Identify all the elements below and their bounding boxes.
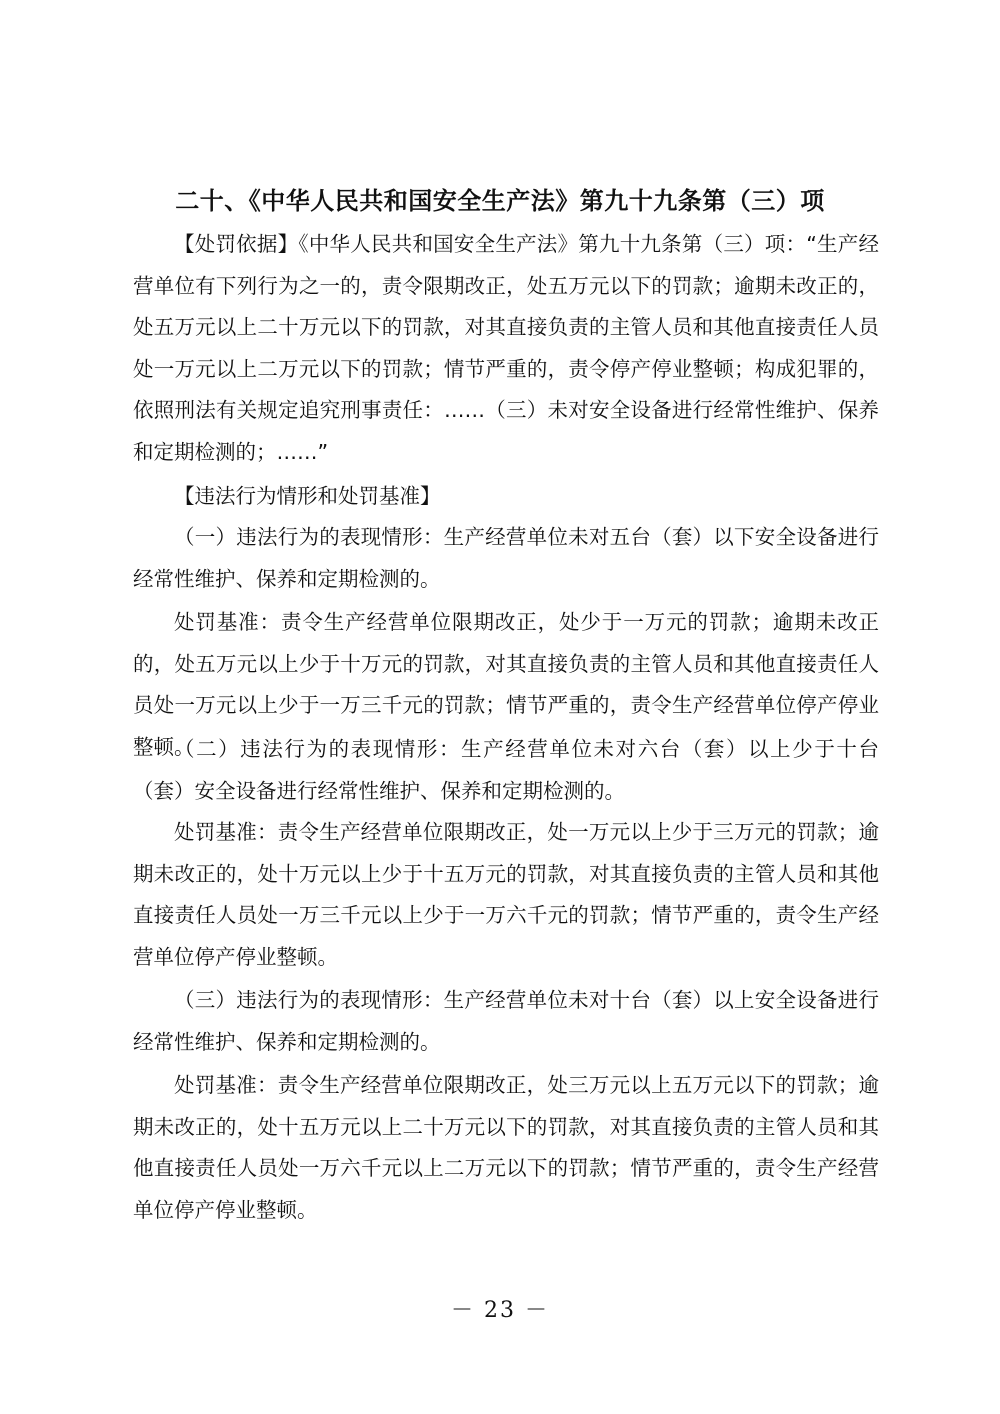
case-1-penalty-standard: 处罚基准：责令生产经营单位限期改正，处少于一万元的罚款；逾期未改正的，处五万元以上少于十万元的罚款，对其直接负责的主管人员和其他直接责任人员处一万元以上少于一万三千元的罚款；情节严重的，责令生产经营单位停产停业整顿。 [133, 610, 879, 759]
case-2-circumstance: （二）违法行为的表现情形：生产经营单位未对六台（套）以上少于十台（套）安全设备进行经常性维护、保养和定期检测的。 [133, 737, 879, 803]
page-number: － 23 － [451, 1298, 549, 1323]
case-3-penalty-standard: 处罚基准：责令生产经营单位限期改正，处三万元以上五万元以下的罚款；逾期未改正的，处十五万元以上二十万元以下的罚款，对其直接负责的主管人员和其他直接责任人员处一万六千元以上二万元以下的罚款；情节严重的，责令生产经营单位停产停业整顿。 [133, 1073, 879, 1222]
case-1-circumstance: （一）违法行为的表现情形：生产经营单位未对五台（套）以下安全设备进行经常性维护、保养和定期检测的。 [133, 525, 879, 591]
case-2-penalty-standard: 处罚基准：责令生产经营单位限期改正，处一万元以上少于三万元的罚款；逾期未改正的，处十万元以上少于十五万元的罚款，对其直接负责的主管人员和其他直接责任人员处一万三千元以上少于一万六千元的罚款；情节严重的，责令生产经营单位停产停业整顿。 [133, 820, 879, 969]
case-3-circumstance: （三）违法行为的表现情形：生产经营单位未对十台（套）以上安全设备进行经常性维护、保养和定期检测的。 [133, 988, 879, 1054]
section-heading: 【违法行为情形和处罚基准】 [174, 484, 441, 508]
penalty-basis-text: 《中华人民共和国安全生产法》第九十九条第（三）项：“生产经营单位有下列行为之一的，责令限期改正，处五万元以下的罚款；逾期未改正的，处五万元以上二十万元以下的罚款，对其直接负责的主管人员和其他直接责任人员处一万元以上二万元以下的罚款；情节严重的，责令停产停业整顿；构成犯罪的，依照刑法有关规定追究刑事责任：……（三）未对安全设备进行经常性维护、保养和定期检测的；……” [133, 232, 880, 464]
penalty-basis-label: 【处罚依据】 [174, 232, 299, 256]
penalty-basis-paragraph [133, 224, 879, 473]
page-title: 二十、《中华人民共和国安全生产法》第九十九条第（三）项 [175, 186, 825, 215]
